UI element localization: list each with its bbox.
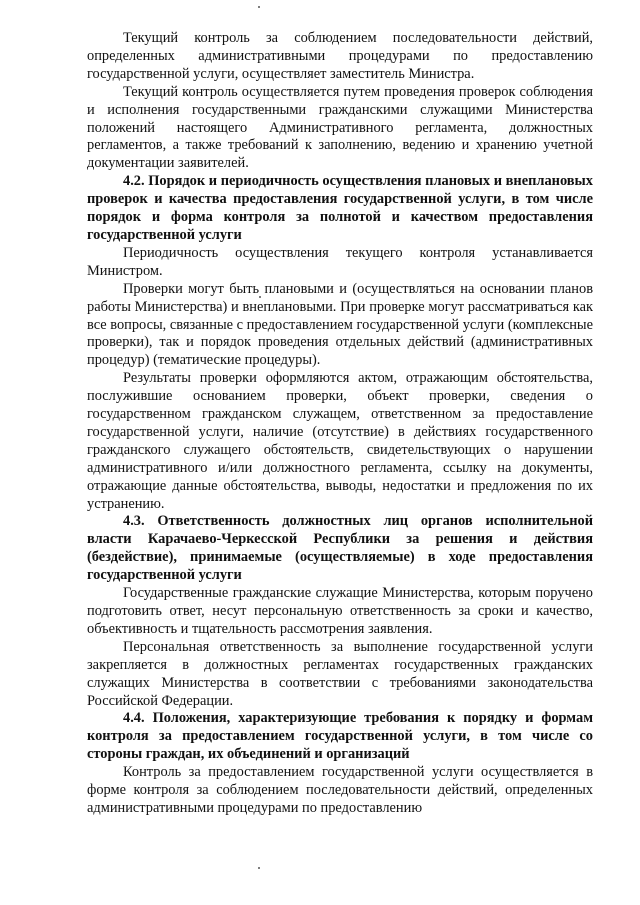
scan-speck	[258, 6, 260, 8]
paragraph-personal-responsibility: Государственные гражданские служащие Министерства, которым поручено подготовить ответ, несут персональную ответственность за сроки и качество, объективность и тщательность рассмотрения заявления.	[87, 585, 593, 637]
paragraph-inspection-results: Результаты проверки оформляются актом, отражающим обстоятельства, послужившие основанием проверки, объект проверки, сведения о государственном гражданском служащем, ответственном за предоставление государственной услуги, наличие (отсутствие) в действиях государственного гражданского служащего обстоятельств, свидетельствующих о нарушении административного и/или должностного регламента, ссылку на документы, отражающие данные обстоятельства, выводы, недостатки и предложения по их устранению.	[87, 370, 593, 512]
paragraph-control-deputy-minister: Текущий контроль за соблюдением последовательности действий, определенных административными процедурами по предоставлению государственной услуги, осуществляет заместитель Министра.	[87, 30, 593, 82]
section-heading-4-2: 4.2. Порядок и периодичность осуществления плановых и внеплановых проверок и качества предоставления государственной услуги, в том числе порядок и форма контроля за полнотой и качеством предоставления государственной услуги	[87, 173, 593, 243]
paragraph-responsibility-regulations: Персональная ответственность за выполнение государственной услуги закрепляется в должностных регламентах государственных гражданских служащих Министерства в соответствии с требованиями законодательства Российской Федерации.	[87, 638, 593, 709]
scan-speck	[258, 867, 260, 869]
paragraph-control-method: Текущий контроль осуществляется путем проведения проверок соблюдения и исполнения государственными гражданскими служащими Министерства положений настоящего Административного регламента, должностных регламентов, а также требований к заполнению, ведению и хранению учетной документации заявителей.	[87, 83, 593, 172]
paragraph-inspection-types: Проверки могут быть плановыми и (осуществляться на основании планов работы Министерства) и внеплановыми. При проверке могут рассматриваться как все вопросы, связанные с предоставлением государственной услуги (комплексные проверки), так и порядок проведения отдельных действий (административных процедур) (тематические процедуры).	[87, 280, 593, 369]
document-body	[87, 30, 593, 818]
paragraph-periodicity: Периодичность осуществления текущего контроля устанавливается Министром.	[87, 244, 593, 279]
paragraph-control-form: Контроль за предоставлением государственной услуги осуществляется в форме контроля за соблюдением последовательности действий, определенных административными процедурами по предоставлению	[87, 764, 593, 816]
section-heading-4-4: 4.4. Положения, характеризующие требования к порядку и формам контроля за предоставлением государственной услуги, в том числе со стороны граждан, их объединений и организаций	[87, 710, 593, 763]
section-heading-4-3: 4.3. Ответственность должностных лиц органов исполнительной власти Карачаево-Черкесской Республики за решения и действия (бездействие), принимаемые (осуществляемые) в ходе предоставления государственной услуги	[87, 513, 593, 584]
